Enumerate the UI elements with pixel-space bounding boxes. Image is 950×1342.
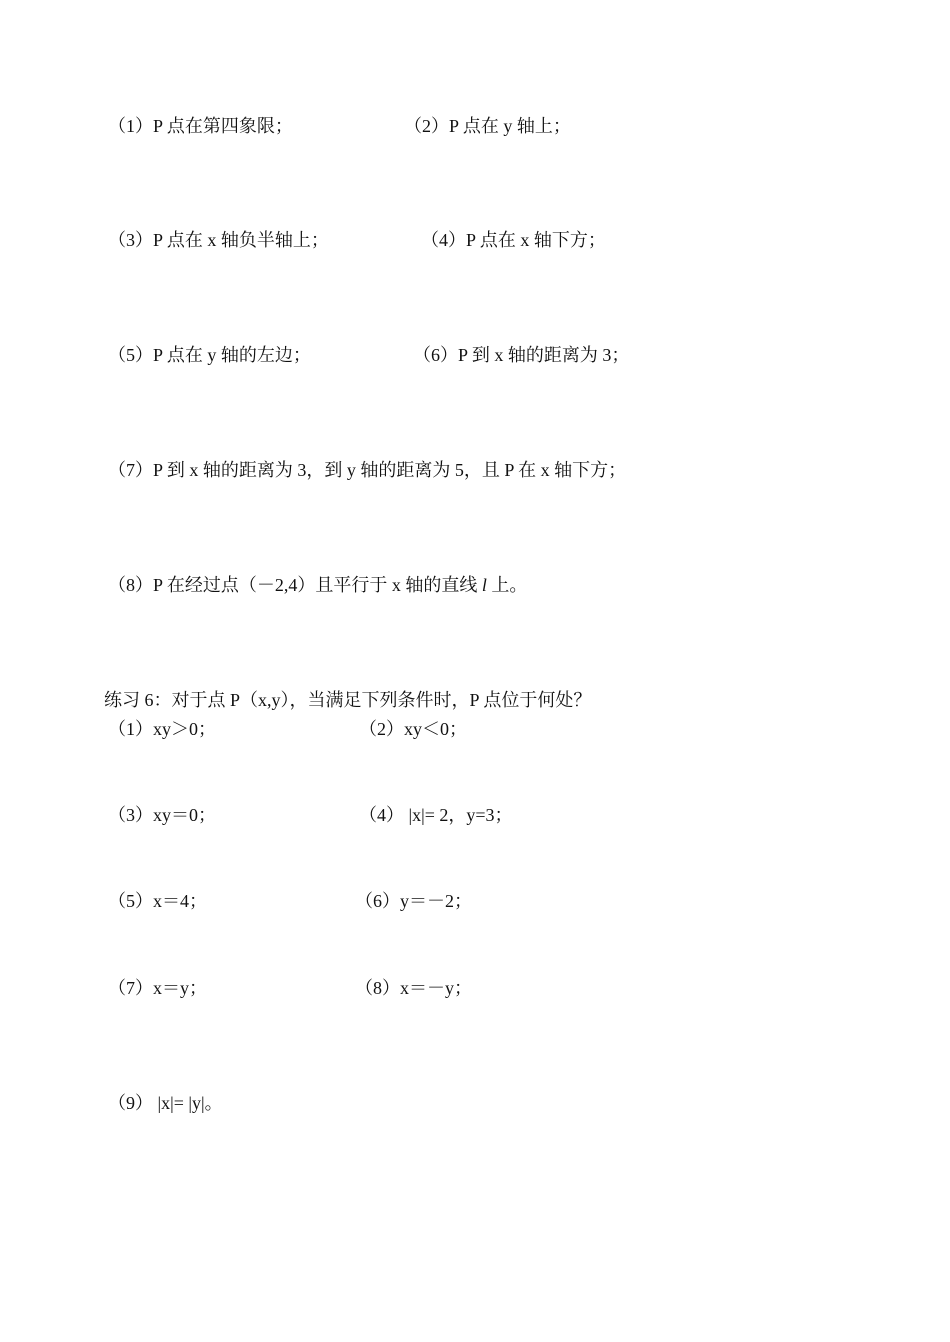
- question-item-8: [108, 574, 527, 596]
- line-variable: l: [481, 575, 487, 595]
- question-item-7: （7）P 到 x 轴的距离为 3，到 y 轴的距离为 5，且 P 在 x 轴下方；: [108, 460, 627, 480]
- question-item-5: （5）P 点在 y 轴的左边；: [108, 345, 311, 365]
- question-item-1: （1）P 点在第四象限；: [108, 116, 293, 136]
- exercise-item-1: （1）xy＞0；: [108, 719, 216, 739]
- question-item-2: （2）P 点在 y 轴上；: [404, 116, 571, 136]
- exercise-item-2: （2）xy＜0；: [359, 719, 467, 739]
- question-item-8-text: （8）P 在经过点（－2,4）且平行于 x 轴的直线: [108, 575, 482, 595]
- question-item-6: （6）P 到 x 轴的距离为 3；: [413, 345, 630, 365]
- exercise-item-5: （5）x＝4；: [108, 891, 207, 911]
- exercise-item-3: （3）xy＝0；: [108, 805, 216, 825]
- exercise-item-8: （8）x＝－y；: [355, 978, 472, 998]
- question-item-3: （3）P 点在 x 轴负半轴上；: [108, 230, 329, 250]
- question-item-8-end: 上。: [486, 575, 528, 595]
- exercise-title: 练习 6：对于点 P（x,y），当满足下列条件时，P 点位于何处？: [104, 690, 592, 710]
- exercise-item-4: （4） |x|= 2，y=3；: [359, 805, 513, 825]
- exercise-item-9: （9） |x|= |y|。: [108, 1093, 223, 1113]
- exercise-item-6: （6）y＝－2；: [355, 891, 472, 911]
- question-item-4: （4）P 点在 x 轴下方；: [421, 230, 606, 250]
- exercise-item-7: （7）x＝y；: [108, 978, 207, 998]
